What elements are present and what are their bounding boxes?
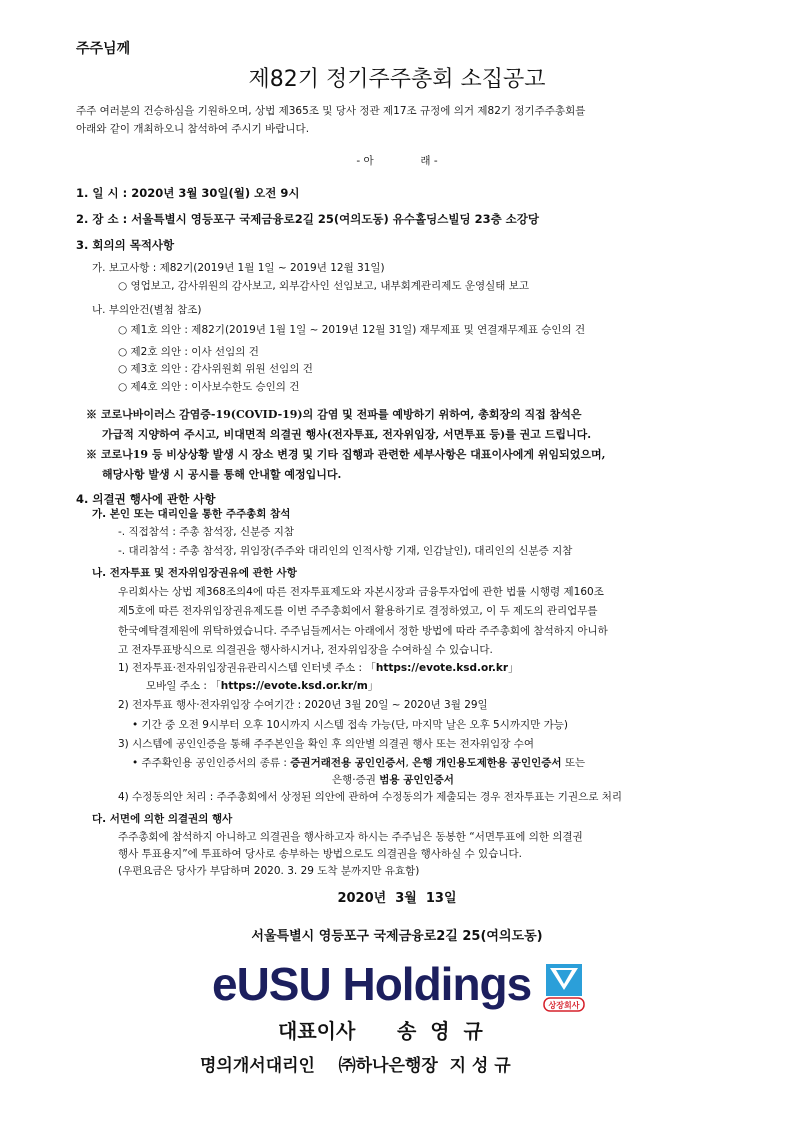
mobile-url-suffix: 」 bbox=[367, 680, 379, 692]
page-title: 제82기 정기주주총회 소집공고 bbox=[248, 67, 546, 92]
evote-url-suffix: 」 bbox=[508, 662, 519, 674]
agenda-item-1: ○ 제1호 의안 : 제82기(2019년 1월 1일 ~ 2019년 12월 31일) 재무제표 및 연결재무제표 승인의 건 bbox=[118, 324, 586, 336]
emergency-warning-line-1: ※ 코로나19 등 비상상황 발생 시 장소 변경 및 기타 집행과 관련한 세부사항은 대표이사에게 위임되었으며, bbox=[86, 448, 606, 461]
sub-a-heading: 가. 본인 또는 대리인을 통한 주주총회 참석 bbox=[92, 508, 291, 520]
direct-attendance: -. 직접참석 : 주총 참석장, 신분증 지참 bbox=[118, 526, 295, 538]
intro-line-2: 아래와 같이 개최하오니 참석하여 주시기 바랍니다. bbox=[76, 123, 310, 135]
general-certificate-prefix: 은행·증권 bbox=[332, 774, 380, 786]
agenda-item-3: ○ 제3호 의안 : 감사위원회 위원 선임의 건 bbox=[118, 363, 313, 375]
securities-certificate: 증권거래전용 공인인증서 bbox=[290, 757, 406, 769]
meeting-place: 2. 장 소 : 서울특별시 영등포구 국제금융로2길 25(여의도동) 유수홀딩스빌딩 23층 소강당 bbox=[76, 212, 540, 226]
evote-period: 2) 전자투표 행사·전자위임장 수여기간 : 2020년 3월 20일 ~ 2020년 3월 29일 bbox=[118, 699, 488, 711]
salutation: 주주님께 bbox=[76, 41, 131, 57]
listed-company-badge-text: 상장회사 bbox=[548, 1001, 580, 1010]
agenda-heading: 나. 부의안건(별첨 참조) bbox=[92, 304, 202, 316]
evote-mobile-url-link[interactable]: https://evote.ksd.or.kr/m bbox=[220, 680, 368, 692]
notice-date: 2020년 3월 13일 bbox=[337, 891, 457, 906]
certificate-verification: 3) 시스템에 공인인증을 통해 주주본인을 확인 후 의안별 의결권 행사 또는 전자위임장 수여 bbox=[118, 738, 534, 750]
transfer-agent: 명의개서대리인 ㈜하나은행장 지 성 규 bbox=[200, 1056, 511, 1076]
purpose-heading: 3. 회의의 목적사항 bbox=[76, 238, 175, 252]
evote-url-line bbox=[118, 661, 519, 675]
certificate-or: 또는 bbox=[561, 757, 586, 769]
notice-divider: - 아 래 - bbox=[356, 155, 438, 167]
proxy-attendance: -. 대리참석 : 주총 참석장, 위임장(주주와 대리인의 인적사항 기재, 인감날인), 대리인의 신분증 지참 bbox=[118, 545, 573, 557]
meeting-date: 1. 일 시 : 2020년 3월 30일(월) 오전 9시 bbox=[76, 186, 300, 200]
written-vote-line-1: 주주총회에 참석하지 아니하고 의결권을 행사하고자 하시는 주주님은 동봉한 “서면투표에 의한 의결권 bbox=[118, 831, 583, 843]
covid-warning-line-1: ※ 코로나바이러스 감염증-19(COVID-19)의 감염 및 전파를 예방하기 위하여, 총회장의 직접 참석은 bbox=[86, 408, 582, 421]
covid-warning-line-2: 가급적 지양하여 주시고, 비대면적 의결권 행사(전자투표, 전자위임장, 서면투표 등)를 권고 드립니다. bbox=[102, 428, 592, 441]
company-logo bbox=[210, 956, 590, 1014]
evote-paragraph-line-4: 고 전자투표방식으로 의결권을 행사하시거나, 전자위임장을 수여하실 수 있습니다. bbox=[118, 644, 493, 656]
ceo-signature: 대표이사 송 영 규 bbox=[278, 1019, 483, 1043]
company-address: 서울특별시 영등포구 국제금융로2길 25(여의도동) bbox=[251, 929, 543, 944]
evote-paragraph-line-1: 우리회사는 상법 제368조의4에 따른 전자투표제도와 자본시장과 금융투자업에 관한 법률 시행령 제160조 bbox=[118, 586, 604, 598]
mobile-url-prefix: 모바일 주소 : 「 bbox=[146, 680, 221, 692]
sub-b-heading: 나. 전자투표 및 전자위임장권유에 관한 사항 bbox=[92, 567, 297, 579]
report-detail: ○ 영업보고, 감사위원의 감사보고, 외부감사인 선임보고, 내부회계관리제도 운영실태 보고 bbox=[118, 280, 530, 292]
amendment-handling: 4) 수정동의안 처리 : 주주총회에서 상정된 의안에 관하여 수정동의가 제출되는 경우 전자투표는 기권으로 처리 bbox=[118, 791, 622, 803]
voting-heading: 4. 의결권 행사에 관한 사항 bbox=[76, 492, 216, 506]
certificate-types-continued bbox=[332, 773, 454, 787]
certificate-types-prefix: • 주주확인용 공인인증서의 종류 : bbox=[132, 757, 291, 769]
evote-url-prefix: 1) 전자투표·전자위임장권유관리시스템 인터넷 주소 : 「 bbox=[118, 662, 376, 674]
evote-paragraph-line-2: 제5호에 따른 전자위임장권유제도를 이번 주주총회에서 활용하기로 결정하였고, 이 두 제도의 관리업무를 bbox=[118, 605, 598, 617]
evote-mobile-url-line bbox=[146, 679, 378, 693]
agenda-item-2: ○ 제2호 의안 : 이사 선임의 건 bbox=[118, 346, 259, 358]
agenda-item-4: ○ 제4호 의안 : 이사보수한도 승인의 건 bbox=[118, 381, 300, 393]
written-vote-line-2: 행사 투표용지”에 투표하여 당사로 송부하는 방법으로도 의결권을 행사하실 수 있습니다. bbox=[118, 848, 522, 860]
evote-access-hours: • 기간 중 오전 9시부터 오후 10시까지 시스템 접속 가능(단, 마지막 날은 오후 5시까지만 가능) bbox=[132, 719, 569, 731]
general-purpose-certificate: 범용 공인인증서 bbox=[379, 774, 454, 786]
bank-personal-certificate: 은행 개인용도제한용 공인인증서 bbox=[412, 757, 562, 769]
certificate-types-line bbox=[132, 756, 585, 770]
evote-web-url-link[interactable]: https://evote.ksd.or.kr bbox=[375, 662, 509, 674]
certificate-separator: , bbox=[405, 757, 413, 769]
evote-paragraph-line-3: 한국예탁결제원에 위탁하였습니다. 주주님들께서는 아래에서 정한 방법에 따라 주주총회에 참석하지 아니하 bbox=[118, 625, 608, 637]
emergency-warning-line-2: 해당사항 발생 시 공시를 통해 안내할 예정입니다. bbox=[102, 468, 342, 481]
report-heading: 가. 보고사항 : 제82기(2019년 1월 1일 ~ 2019년 12월 31일) bbox=[92, 262, 385, 274]
listed-company-badge bbox=[544, 964, 584, 1011]
company-logo-text: eUSU Holdings bbox=[212, 958, 532, 1010]
written-vote-line-3: (우편요금은 당사가 부담하며 2020. 3. 29 도착 분까지만 유효함) bbox=[118, 865, 420, 877]
intro-line-1: 주주 여러분의 건승하심을 기원하오며, 상법 제365조 및 당사 정관 제17조 규정에 의거 제82기 정기주주총회를 bbox=[76, 105, 586, 117]
sub-c-heading: 다. 서면에 의한 의결권의 행사 bbox=[92, 813, 233, 825]
